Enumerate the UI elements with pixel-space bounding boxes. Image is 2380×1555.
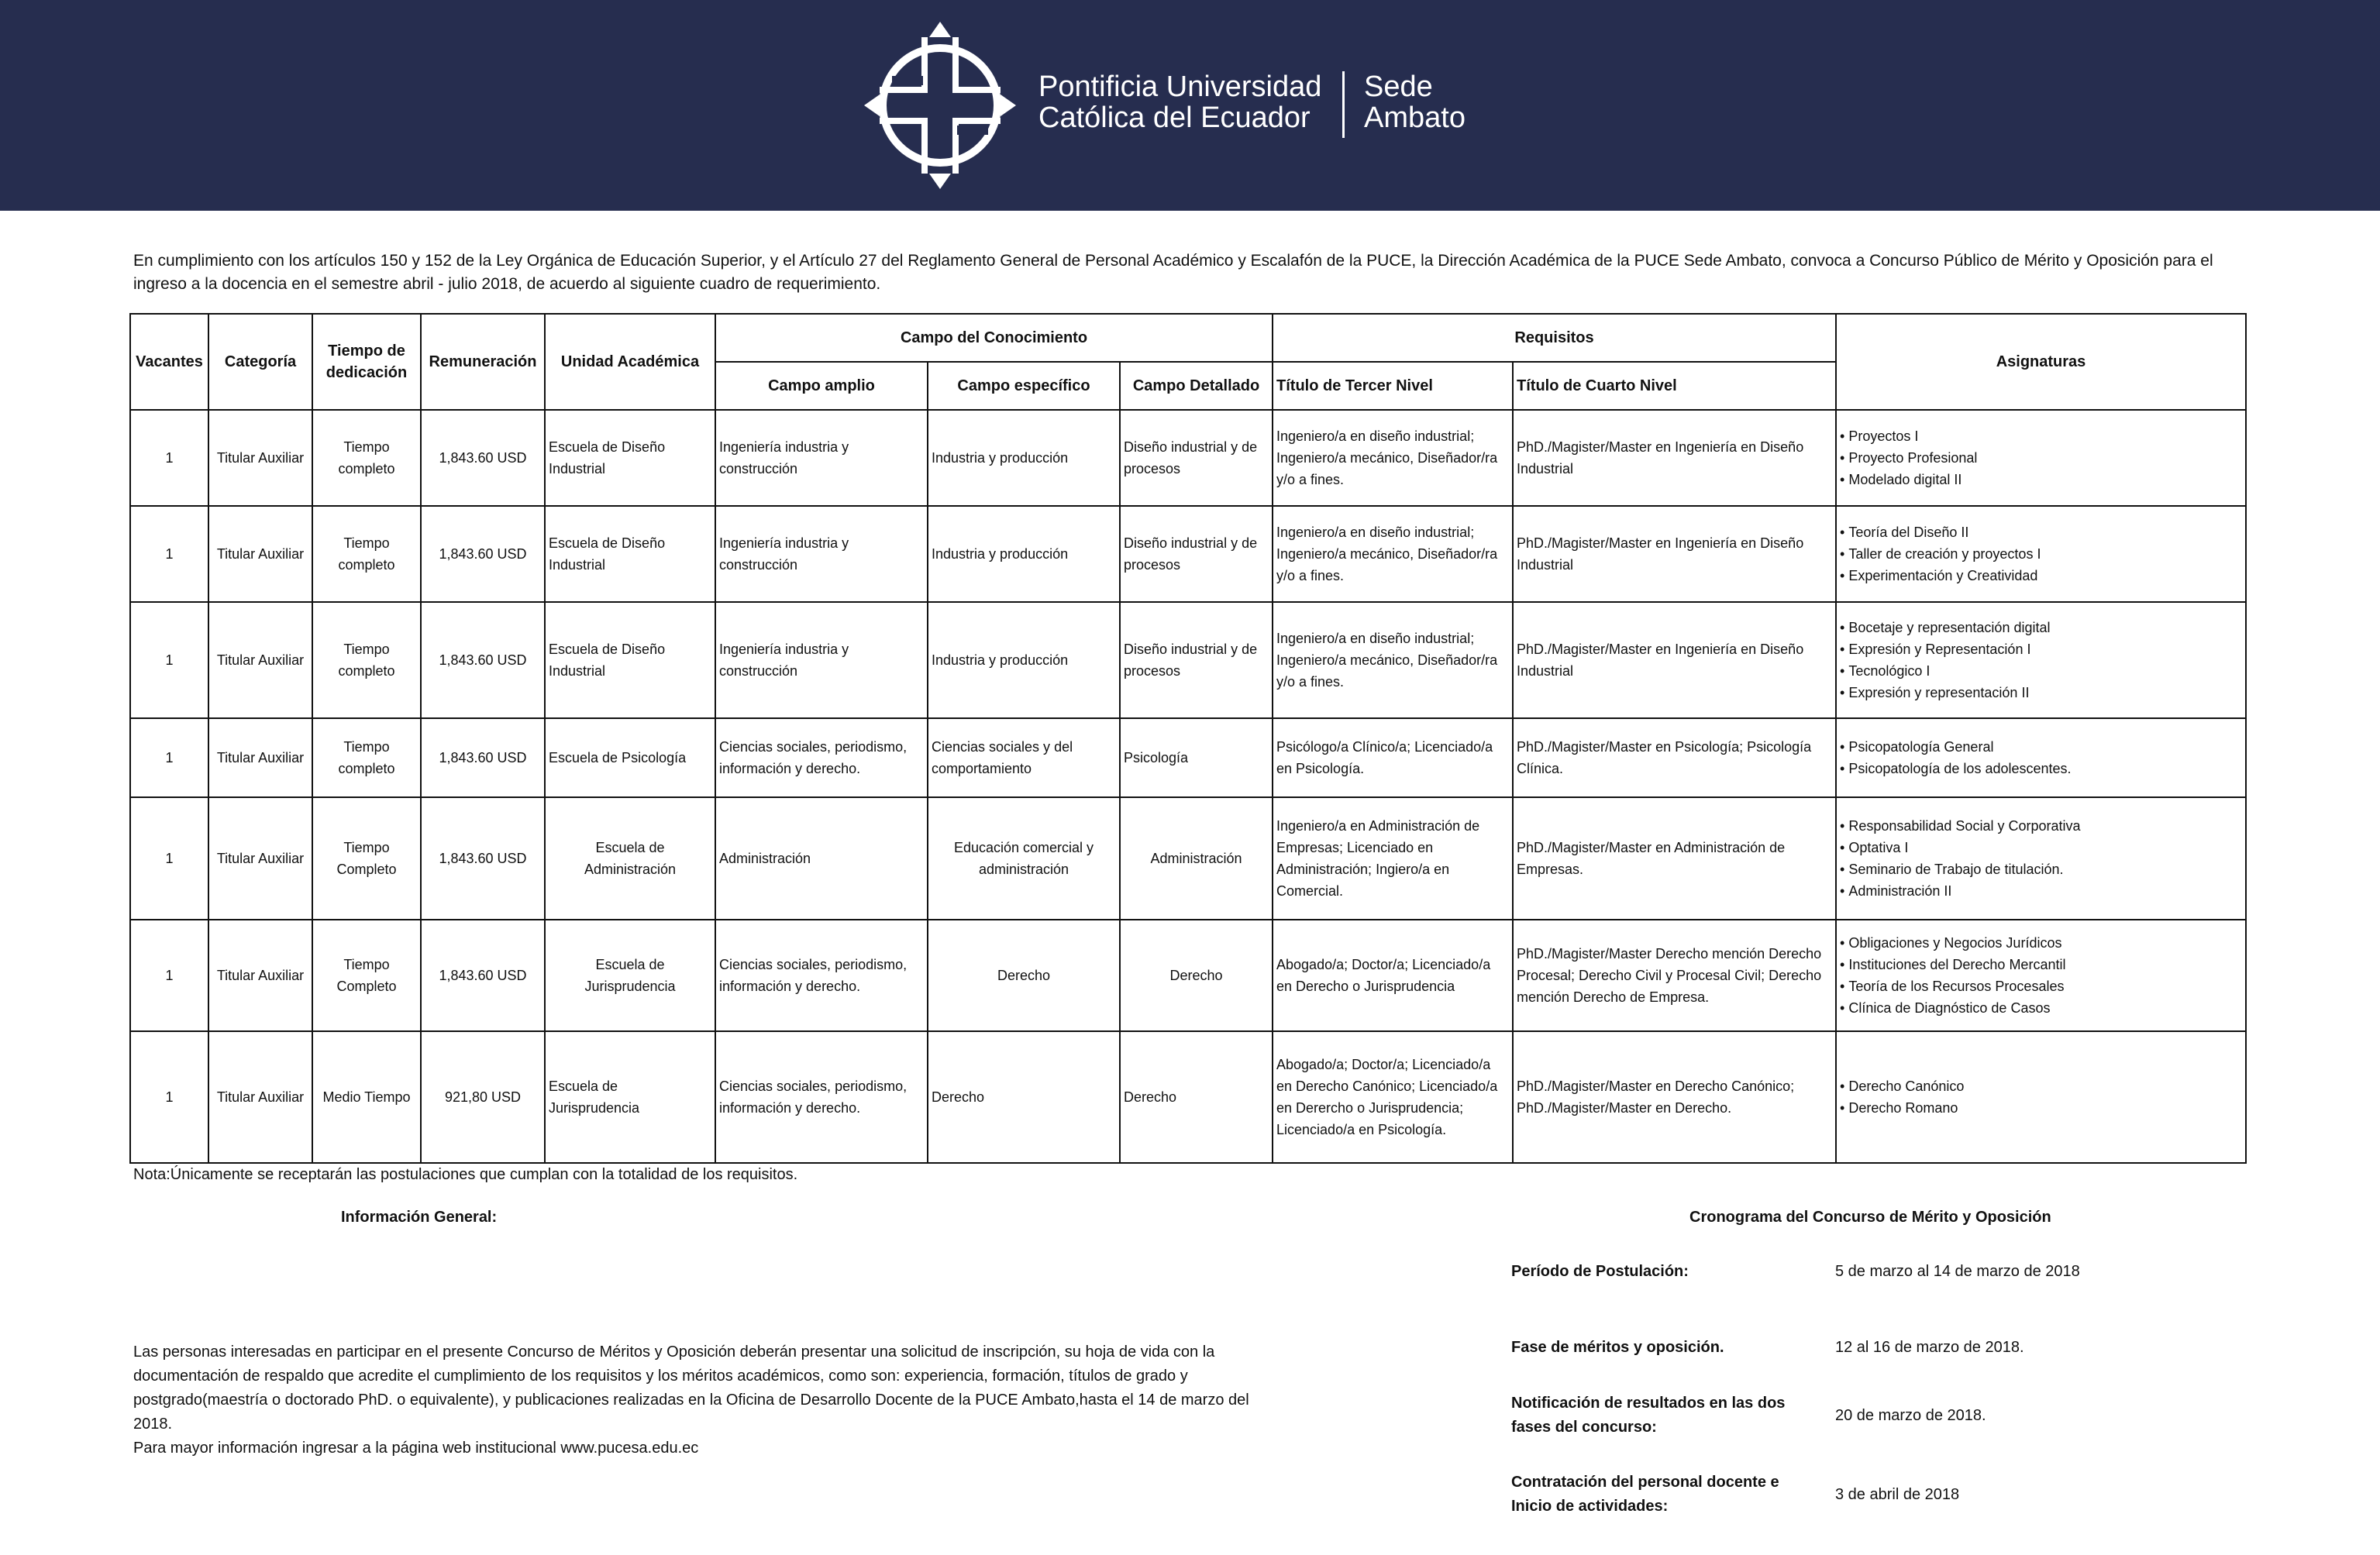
cell-tiempo: Tiempo Completo	[312, 920, 421, 1031]
cell-categoria: Titular Auxiliar	[208, 797, 312, 920]
table-row	[130, 602, 2246, 718]
cell-campo-amplio: Ciencias sociales, periodismo, información y derecho.	[715, 718, 928, 797]
cell-cuarto-nivel: PhD./Magister/Master en Ingeniería en Diseño Industrial	[1513, 410, 1836, 506]
table-row	[130, 797, 2246, 920]
cell-asignaturas	[1836, 410, 2246, 506]
header-remuneracion: Remuneración	[421, 314, 545, 410]
campus-line1: Sede	[1364, 71, 1433, 103]
subject-item: • Modelado digital II	[1840, 469, 2242, 490]
cell-remuneracion: 1,843.60 USD	[421, 410, 545, 506]
cell-vacantes: 1	[130, 718, 208, 797]
cell-vacantes: 1	[130, 797, 208, 920]
cronograma-label: Notificación de resultados en las dos fases del concurso:	[1511, 1395, 1786, 1436]
cell-tiempo: Tiempo completo	[312, 410, 421, 506]
cell-campo-especifico: Industria y producción	[928, 506, 1120, 602]
cronograma-label: Fase de méritos y oposición.	[1511, 1339, 1724, 1356]
cell-campo-especifico: Industria y producción	[928, 410, 1120, 506]
cell-cuarto-nivel: PhD./Magister/Master en Derecho Canónico; PhD./Magister/Master en Derecho.	[1513, 1031, 1836, 1163]
cell-tercer-nivel: Abogado/a; Doctor/a; Licenciado/a en Derecho Canónico; Licenciado/a en Derercho o Jurisprudencia; Licenciado/a en Psicología.	[1273, 1031, 1513, 1163]
cell-remuneracion: 921,80 USD	[421, 1031, 545, 1163]
subject-list	[1840, 617, 2242, 704]
cell-campo-detallado: Diseño industrial y de procesos	[1120, 602, 1273, 718]
cell-vacantes: 1	[130, 506, 208, 602]
cell-cuarto-nivel: PhD./Magister/Master en Psicología; Psicología Clínica.	[1513, 718, 1836, 797]
cell-remuneracion: 1,843.60 USD	[421, 920, 545, 1031]
cell-tiempo: Tiempo completo	[312, 718, 421, 797]
cronograma-label: Período de Postulación:	[1511, 1263, 1689, 1280]
cell-campo-detallado: Derecho	[1120, 920, 1273, 1031]
cell-categoria: Titular Auxiliar	[208, 602, 312, 718]
cell-cuarto-nivel: PhD./Magister/Master Derecho mención Derecho Procesal; Derecho Civil y Procesal Civil; Derecho mención Derecho de Empresa.	[1513, 920, 1836, 1031]
subject-list	[1840, 932, 2242, 1019]
cell-asignaturas	[1836, 1031, 2246, 1163]
cell-tercer-nivel: Ingeniero/a en diseño industrial; Ingeniero/a mecánico, Diseñador/ra y/o a fines.	[1273, 602, 1513, 718]
requirements-note: Nota:Únicamente se receptarán las postulaciones que cumplan con la totalidad de los requisitos.	[133, 1166, 798, 1183]
header-tercer-nivel: Título de Tercer Nivel	[1273, 362, 1513, 410]
cell-unidad: Escuela de Jurisprudencia	[545, 1031, 715, 1163]
cell-tercer-nivel: Abogado/a; Doctor/a; Licenciado/a en Derecho o Jurisprudencia	[1273, 920, 1513, 1031]
cell-tiempo: Tiempo completo	[312, 602, 421, 718]
cell-campo-especifico: Industria y producción	[928, 602, 1120, 718]
subject-item: • Teoría de los Recursos Procesales	[1840, 975, 2242, 997]
header-categoria: Categoría	[208, 314, 312, 410]
header-requisitos-group: Requisitos	[1273, 314, 1836, 362]
cell-cuarto-nivel: PhD./Magister/Master en Ingeniería en Diseño Industrial	[1513, 602, 1836, 718]
table-row	[130, 920, 2246, 1031]
cell-categoria: Titular Auxiliar	[208, 920, 312, 1031]
subject-item: • Derecho Canónico	[1840, 1075, 2242, 1097]
cell-tercer-nivel: Ingeniero/a en Administración de Empresas; Licenciado en Administración; Ingiero/a en Comercial.	[1273, 797, 1513, 920]
cell-tercer-nivel: Ingeniero/a en diseño industrial; Ingeniero/a mecánico, Diseñador/ra y/o a fines.	[1273, 506, 1513, 602]
subject-item: • Optativa I	[1840, 837, 2242, 858]
cell-unidad: Escuela de Diseño Industrial	[545, 602, 715, 718]
subject-item: • Psicopatología General	[1840, 736, 2242, 758]
university-name-line2: Católica del Ecuador	[1038, 101, 1311, 134]
cell-campo-amplio: Ingeniería industria y construcción	[715, 410, 928, 506]
cell-campo-amplio: Ciencias sociales, periodismo, información y derecho.	[715, 1031, 928, 1163]
cell-cuarto-nivel: PhD./Magister/Master en Ingeniería en Diseño Industrial	[1513, 506, 1836, 602]
cell-remuneracion: 1,843.60 USD	[421, 506, 545, 602]
header-campo-especifico: Campo específico	[928, 362, 1120, 410]
university-name	[1038, 71, 1321, 133]
intro-paragraph: En cumplimiento con los artículos 150 y 152 de la Ley Orgánica de Educación Superior, y el Artículo 27 del Reglamento General de Personal Académico y Escalafón de la PUCE, la Dirección Académica de la PUCE Sede Ambato, convoca a Concurso Público de Mérito y Oposición para el ingreso a la docencia en el semestre abril - julio 2018, de acuerdo al siguiente cuadro de requerimiento.	[133, 252, 2213, 293]
cell-asignaturas	[1836, 797, 2246, 920]
cell-unidad: Escuela de Jurisprudencia	[545, 920, 715, 1031]
cell-campo-detallado: Diseño industrial y de procesos	[1120, 410, 1273, 506]
cronograma-label: Contratación del personal docente e Inicio de actividades:	[1511, 1474, 1779, 1515]
campus-name	[1364, 71, 1466, 133]
cell-campo-amplio: Ingeniería industria y construcción	[715, 506, 928, 602]
cell-categoria: Titular Auxiliar	[208, 410, 312, 506]
cell-campo-amplio: Administración	[715, 797, 928, 920]
cell-campo-especifico: Derecho	[928, 1031, 1120, 1163]
table-row	[130, 718, 2246, 797]
subject-item: • Proyectos I	[1840, 425, 2242, 447]
header-banner	[0, 0, 2380, 211]
cell-campo-amplio: Ciencias sociales, periodismo, información y derecho.	[715, 920, 928, 1031]
header-divider	[1342, 71, 1345, 138]
cell-vacantes: 1	[130, 1031, 208, 1163]
subject-list	[1840, 815, 2242, 902]
subject-item: • Taller de creación y proyectos I	[1840, 543, 2242, 565]
subject-list	[1840, 521, 2242, 587]
cronograma-value: 20 de marzo de 2018.	[1835, 1407, 1986, 1424]
requirements-table	[129, 313, 2247, 1164]
header-vacantes: Vacantes	[130, 314, 208, 410]
cell-cuarto-nivel: PhD./Magister/Master en Administración de Empresas.	[1513, 797, 1836, 920]
cell-unidad: Escuela de Diseño Industrial	[545, 410, 715, 506]
cell-unidad: Escuela de Administración	[545, 797, 715, 920]
cell-tiempo: Tiempo Completo	[312, 797, 421, 920]
cronograma-value: 3 de abril de 2018	[1835, 1486, 1960, 1503]
table-row	[130, 410, 2246, 506]
subject-item: • Seminario de Trabajo de titulación.	[1840, 858, 2242, 880]
info-title: Información General:	[341, 1209, 498, 1226]
cell-campo-detallado: Psicología	[1120, 718, 1273, 797]
cell-asignaturas	[1836, 718, 2246, 797]
cell-tiempo: Medio Tiempo	[312, 1031, 421, 1163]
subject-list	[1840, 736, 2242, 779]
cell-campo-amplio: Ingeniería industria y construcción	[715, 602, 928, 718]
university-emblem-icon	[864, 22, 1016, 189]
cell-tercer-nivel: Psicólogo/a Clínico/a; Licenciado/a en Psicología.	[1273, 718, 1513, 797]
subject-item: • Clínica de Diagnóstico de Casos	[1840, 997, 2242, 1019]
subject-item: • Responsabilidad Social y Corporativa	[1840, 815, 2242, 837]
header-tiempo: Tiempo de dedicación	[312, 314, 421, 410]
subject-item: • Obligaciones y Negocios Jurídicos	[1840, 932, 2242, 954]
cell-asignaturas	[1836, 506, 2246, 602]
header-campo-group: Campo del Conocimiento	[715, 314, 1273, 362]
subject-item: • Expresión y Representación I	[1840, 638, 2242, 660]
cell-vacantes: 1	[130, 410, 208, 506]
cell-remuneracion: 1,843.60 USD	[421, 718, 545, 797]
subject-item: • Psicopatología de los adolescentes.	[1840, 758, 2242, 779]
header-cuarto-nivel: Título de Cuarto Nivel	[1513, 362, 1836, 410]
subject-item: • Bocetaje y representación digital	[1840, 617, 2242, 638]
header-asignaturas: Asignaturas	[1836, 314, 2246, 410]
cell-categoria: Titular Auxiliar	[208, 1031, 312, 1163]
cell-campo-detallado: Derecho	[1120, 1031, 1273, 1163]
cell-unidad: Escuela de Psicología	[545, 718, 715, 797]
table-row	[130, 506, 2246, 602]
subject-item: • Derecho Romano	[1840, 1097, 2242, 1119]
cell-campo-especifico: Educación comercial y administración	[928, 797, 1120, 920]
cell-asignaturas	[1836, 602, 2246, 718]
cell-campo-especifico: Derecho	[928, 920, 1120, 1031]
subject-item: • Instituciones del Derecho Mercantil	[1840, 954, 2242, 975]
header-campo-detallado: Campo Detallado	[1120, 362, 1273, 410]
cell-unidad: Escuela de Diseño Industrial	[545, 506, 715, 602]
cell-tiempo: Tiempo completo	[312, 506, 421, 602]
cell-remuneracion: 1,843.60 USD	[421, 602, 545, 718]
cronograma-value: 5 de marzo al 14 de marzo de 2018	[1835, 1263, 2080, 1280]
cell-tercer-nivel: Ingeniero/a en diseño industrial; Ingeniero/a mecánico, Diseñador/ra y/o a fines.	[1273, 410, 1513, 506]
subject-item: • Teoría del Diseño II	[1840, 521, 2242, 543]
campus-line2: Ambato	[1364, 101, 1466, 134]
subject-list	[1840, 1075, 2242, 1119]
subject-item: • Expresión y representación II	[1840, 682, 2242, 704]
info-more: Para mayor información ingresar a la página web institucional www.pucesa.edu.ec	[133, 1440, 699, 1457]
subject-item: • Administración II	[1840, 880, 2242, 902]
cell-asignaturas	[1836, 920, 2246, 1031]
cell-categoria: Titular Auxiliar	[208, 506, 312, 602]
cell-categoria: Titular Auxiliar	[208, 718, 312, 797]
subject-item: • Experimentación y Creatividad	[1840, 565, 2242, 587]
header-unidad: Unidad Académica	[545, 314, 715, 410]
info-body	[133, 1340, 1265, 1460]
cell-vacantes: 1	[130, 602, 208, 718]
cronograma-title: Cronograma del Concurso de Mérito y Oposición	[1689, 1209, 2051, 1226]
cell-vacantes: 1	[130, 920, 208, 1031]
subject-item: • Proyecto Profesional	[1840, 447, 2242, 469]
table-row	[130, 1031, 2246, 1163]
university-name-line1: Pontificia Universidad	[1038, 71, 1322, 103]
cronograma-value: 12 al 16 de marzo de 2018.	[1835, 1339, 2024, 1356]
info-paragraph: Las personas interesadas en participar en el presente Concurso de Méritos y Oposición deberán presentar una solicitud de inscripción, su hoja de vida con la documentación de respaldo que acredite el cumplimiento de los requisitos y los méritos académicos, como son: experiencia, formación, títulos de grado y postgrado(maestría o doctorado PhD. o equivalente), y publicaciones realizadas en la Oficina de Desarrollo Docente de la PUCE Ambato,hasta el 14 de marzo del 2018.	[133, 1343, 1249, 1433]
cell-campo-detallado: Diseño industrial y de procesos	[1120, 506, 1273, 602]
subject-item: • Tecnológico I	[1840, 660, 2242, 682]
header-campo-amplio: Campo amplio	[715, 362, 928, 410]
cell-campo-detallado: Administración	[1120, 797, 1273, 920]
subject-list	[1840, 425, 2242, 490]
cell-campo-especifico: Ciencias sociales y del comportamiento	[928, 718, 1120, 797]
cell-remuneracion: 1,843.60 USD	[421, 797, 545, 920]
